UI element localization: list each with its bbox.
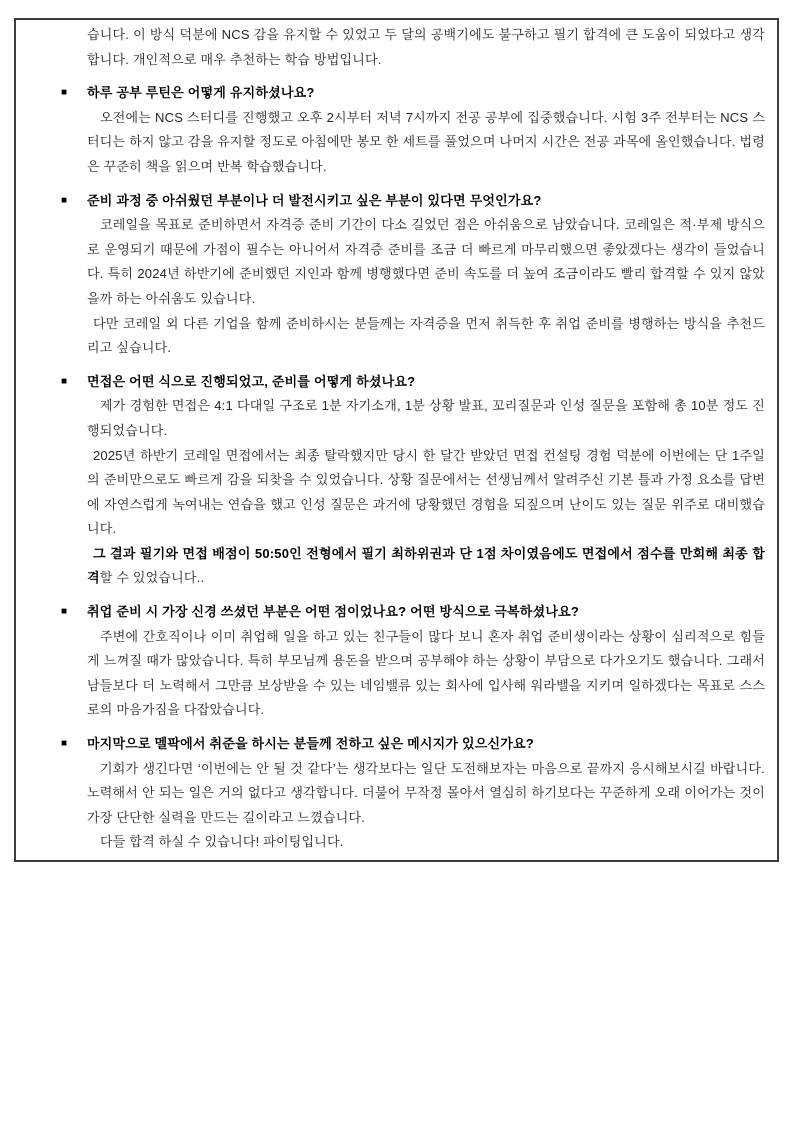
result-highlight-text: 그 결과 필기와 면접 배점이 50:50인 전형에서 필기 최하위권과 단 1점 차이였음에도 면접에서 점수를 만회해 최종 합격: [87, 545, 765, 586]
square-bullet-icon: ■: [61, 87, 68, 99]
answer-paragraph-result: [87, 542, 765, 591]
qa-section-interview: [61, 370, 765, 591]
qa-section-regrets: [61, 189, 765, 361]
qa-section-study-routine: [61, 81, 765, 179]
answer-paragraph-continuation: 습니다. 이 방식 덕분에 NCS 감을 유지할 수 있었고 두 달의 공백기에도 불구하고 필기 합격에 큰 도움이 되었다고 생각합니다. 개인적으로 매우 추천하는 학습 방법입니다.: [87, 27, 765, 67]
question-text: 마지막으로 멜팍에서 취준을 하시는 분들께 전하고 싶은 메시지가 있으신가요?: [87, 736, 534, 752]
square-bullet-icon: ■: [61, 194, 68, 206]
question-text: 취업 준비 시 가장 신경 쓰셨던 부분은 어떤 점이었나요? 어떤 방식으로 극복하셨나요?: [87, 604, 579, 620]
answer-paragraph: 오전에는 NCS 스터디를 진행했고 오후 2시부터 저녁 7시까지 전공 공부에 집중했습니다. 시험 3주 전부터는 NCS 스터디는 하지 않고 감을 유지할 정도로 아침에만 봉모 한 세트를 풀었으며 나머지 시간은 전공 과목에 올인했습니다. 법령은 꾸준히 책을 읽으며 반복 학습했습니다.: [87, 109, 765, 174]
square-bullet-icon: ■: [61, 738, 68, 750]
answer-paragraph-closing: 다들 합격 하실 수 있습니다! 파이팅입니다.: [100, 834, 344, 850]
answer-paragraph: 제가 경험한 면접은 4:1 다대일 구조로 1분 자기소개, 1분 상황 발표, 꼬리질문과 인성 질문을 포함해 총 10분 정도 진행되었습니다.: [87, 398, 765, 438]
qa-section-final-message: [61, 732, 765, 855]
interview-bordered-box: [14, 18, 779, 862]
result-rest-text: 할 수 있었습니다..: [99, 570, 205, 586]
square-bullet-icon: ■: [61, 606, 68, 618]
question-item: [61, 189, 765, 214]
question-text: 준비 과정 중 아쉬웠던 부분이나 더 발전시키고 싶은 부분이 있다면 무엇인가요?: [87, 192, 542, 208]
answer-paragraph: 코레일을 목표로 준비하면서 자격증 준비 기간이 다소 길었던 점은 아쉬움으로 남았습니다. 코레일은 적·부제 방식으로 운영되기 때문에 가점이 필수는 아니어서 자격증 준비를 조금 더 빠르게 마무리했으면 좋았겠다는 생각이 들었습니다. 특히 2024년 하반기에 준비했던 지인과 함께 병행했다면 준비 속도를 더 높여 조금이라도 빨리 합격할 수 있지 않았을까 하는 아쉬움도 있습니다.: [87, 217, 765, 306]
question-item: [61, 81, 765, 106]
question-text: 하루 공부 루틴은 어떻게 유지하셨나요?: [87, 85, 315, 101]
answer-paragraph: 2025년 하반기 코레일 면접에서는 최종 탈락했지만 당시 한 달간 받았던 면접 컨설팅 경험 덕분에 이번에는 단 1주일의 준비만으로도 빠르게 감을 되찾을 수 있었습니다. 상황 질문에서는 선생님께서 알려주신 기본 틀과 가정 요소를 답변에 자연스럽게 녹여내는 연습을 했고 인성 질문은 과거에 당황했던 경험을 되짚으며 난이도 있는 질문 위주로 대비했습니다.: [87, 447, 765, 537]
question-item: [61, 600, 765, 625]
qa-section-hardest-part: [61, 600, 765, 723]
answer-paragraph: 주변에 간호직이나 이미 취업해 일을 하고 있는 친구들이 많다 보니 혼자 취업 준비생이라는 상황이 심리적으로 힘들게 느껴질 때가 많았습니다. 특히 부모님께 용돈을 받으며 공부해야 하는 상황이 부담으로 다가오기도 했습니다. 그래서 남들보다 더 노력해서 그만큼 보상받을 수 있는 네임밸류 있는 회사에 입사해 워라밸을 지키며 일하겠다는 목표로 스스로의 마음가짐을 다잡았습니다.: [87, 628, 765, 718]
question-item: [61, 370, 765, 395]
answer-paragraph: 기회가 생긴다면 ‘이번에는 안 될 것 같다’는 생각보다는 일단 도전해보자는 마음으로 끝까지 응시해보시길 바랍니다. 노력해서 안 되는 일은 거의 없다고 생각합니다. 더불어 무작정 몰아서 열심히 하기보다는 꾸준하게 오래 이어가는 것이 가장 단단한 실력을 만드는 길이라고 느꼈습니다.: [87, 760, 765, 825]
answer-paragraph: 다만 코레일 외 다른 기업을 함께 준비하시는 분들께는 자격증을 먼저 취득한 후 취업 준비를 병행하는 방식을 추천드리고 싶습니다.: [87, 315, 765, 356]
question-text: 면접은 어떤 식으로 진행되었고, 준비를 어떻게 하셨나요?: [87, 373, 416, 389]
question-item: [61, 732, 765, 757]
square-bullet-icon: ■: [61, 375, 68, 387]
